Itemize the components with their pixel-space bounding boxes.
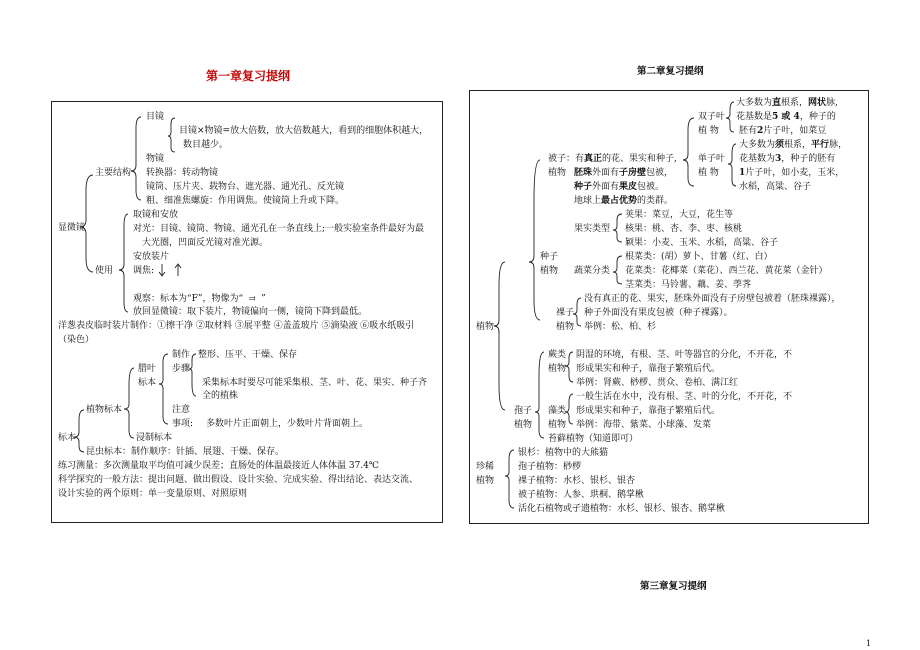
eyepiece-label: 目镜 bbox=[146, 112, 165, 122]
objective-label: 物镜 bbox=[146, 154, 165, 164]
gymno-1: 没有真正的花、果实，胚珠外面没有子房壁包被着（胚珠裸露）， bbox=[584, 294, 841, 304]
mono-3b: 片子叶，如小麦，玉米， bbox=[745, 168, 845, 178]
dicot-1a: 大多数为 bbox=[736, 98, 773, 108]
dicot-1b: 直 bbox=[772, 98, 782, 108]
converter-text: 转换器：转动物镜 bbox=[146, 168, 219, 178]
mono-1e: 脉， bbox=[829, 140, 848, 150]
chapter2-title: 第二章复习提纲 bbox=[637, 66, 704, 77]
observe-post: ” bbox=[261, 294, 266, 304]
dicot-2c: ，种子的 bbox=[799, 112, 836, 122]
rare-label-2: 植物 bbox=[476, 476, 495, 486]
mono-1a: 大多数为 bbox=[739, 140, 776, 150]
fruit-2: 核果：桃、杏、李、枣、核桃 bbox=[625, 224, 743, 234]
veg-1: 根菜类：(胡）萝卜、甘薯（红、白） bbox=[625, 252, 773, 262]
dicot-3a: 胚有 bbox=[739, 126, 758, 136]
dicot-1e: 脉, bbox=[826, 98, 838, 108]
dicot-label: 双子叶 bbox=[698, 112, 726, 122]
mono-2a: 花基数为 bbox=[739, 154, 776, 164]
plant-specimen-label: 植物标本 bbox=[86, 405, 123, 415]
notice-label: 注意 bbox=[172, 405, 191, 415]
principle-text: 设计实验的两个原则：单一变量原则、对照原则 bbox=[58, 489, 248, 499]
alga-3: 举例：海带、紫菜、小球藻、发菜 bbox=[576, 420, 712, 430]
alga-label: 藻类 bbox=[548, 406, 567, 416]
fern-label: 蕨类 bbox=[548, 350, 567, 360]
practice-text: 练习测量：多次测量取平均值可减少误差；直肠处的体温最接近人体体温 37.4℃ bbox=[58, 461, 379, 471]
align-text: 对光：目镜、镜筒、物镜、通光孔在一条直线上;一般实验室条件最好为最 bbox=[133, 224, 425, 234]
wax-leaf-label: 腊叶 bbox=[138, 364, 157, 374]
rare-3: 裸子植物：水杉、银杉、银杏 bbox=[518, 476, 636, 486]
onion-text-2: （染色） bbox=[58, 335, 95, 345]
dicot-3b: 2 bbox=[757, 126, 764, 136]
dicot-plant-label: 植 物 bbox=[698, 126, 719, 136]
parts-text: 镜筒、压片夹、载物台、遮光器、通光孔、反光镜 bbox=[146, 182, 345, 192]
mono-1d: 平行 bbox=[811, 140, 830, 150]
steps-label: 步骤 bbox=[172, 364, 191, 374]
rare-label: 珍稀 bbox=[476, 462, 495, 472]
angio-c6: 地球上 bbox=[574, 196, 602, 206]
place-text: 安放装片 bbox=[133, 252, 170, 262]
mono-3a: 1 bbox=[739, 168, 746, 178]
dicot-2a: 花基数是 bbox=[736, 112, 773, 122]
onion-text: 洋葱表皮临时装片制作：①擦干净 ②取材料 ③展平整 ④盖盖玻片 ⑤滴染液 ⑥吸水纸吸引 bbox=[58, 321, 415, 331]
alga-1: 一般生活在水中，没有根、茎、叶的分化，不开花，不 bbox=[576, 392, 793, 402]
gymno-3: 举例：松、柏、杉 bbox=[584, 322, 657, 332]
collect-text: 采集标本时要尽可能采集根、茎、叶、花、果实、种子齐 bbox=[202, 378, 428, 388]
plant-root-label: 植物 bbox=[476, 322, 495, 332]
gymno-label-2: 植物 bbox=[556, 322, 575, 332]
angio-b4: 种子 bbox=[574, 182, 593, 192]
mono-4: 水稻，高粱、谷子 bbox=[739, 182, 812, 192]
fern-2: 形成果实和种子，靠孢子繁殖后代。 bbox=[576, 364, 721, 374]
fern-3: 举例：肾蕨、桫椤、贯众、卷柏、满江红 bbox=[576, 378, 739, 388]
rare-5: 活化石植物或孑遗植物：水杉、银杉、银杏、鹅掌楸 bbox=[518, 504, 726, 514]
coarse-text: 粗、细准焦螺旋：作用调焦。使镜筒上升或下降。 bbox=[146, 196, 345, 206]
main-structure-label: 主要结构 bbox=[95, 168, 132, 178]
veg-label: 蔬菜分类 bbox=[574, 266, 611, 276]
dicot-3c: 片子叶，如菜豆 bbox=[763, 126, 827, 136]
mono-1b: 须 bbox=[775, 140, 785, 150]
fruit-3: 颖果：小麦、玉米、水稻，高粱、谷子 bbox=[625, 238, 779, 248]
observe-pre: 观察：标本为“F”，物像为“ bbox=[133, 294, 244, 304]
make-label: 制作 bbox=[172, 350, 191, 360]
gymno-label: 裸子 bbox=[556, 308, 575, 318]
fruit-type-label: 果实类型 bbox=[574, 224, 611, 234]
matters-label: 事项: bbox=[172, 419, 194, 429]
page-number: 1 bbox=[866, 639, 872, 648]
use-label: 使用 bbox=[95, 266, 114, 276]
magnification-note-2: 数目越少。 bbox=[183, 140, 229, 150]
spore-label-2: 植物 bbox=[514, 420, 533, 430]
make-detail: 整形、压平、干燥、保存 bbox=[198, 350, 298, 360]
fern-label-2: 植物 bbox=[548, 364, 567, 374]
seed-plant-label: 种子 bbox=[540, 252, 559, 262]
mono-1c: 根系， bbox=[784, 140, 812, 150]
alga-2: 形成果实和种子，靠孢子繁殖后代。 bbox=[576, 406, 721, 416]
fruit-1: 荚果：菜豆，大豆，花生等 bbox=[625, 210, 734, 220]
insect-text: 昆虫标本：制作顺序：针插、展翅、干燥、保存。 bbox=[86, 447, 285, 457]
alga-label-2: 植物 bbox=[548, 420, 567, 430]
specimen-label: 标本 bbox=[138, 378, 157, 388]
mirrored-f-icon: ⫤ bbox=[248, 294, 256, 304]
angio-b1: 真正 bbox=[584, 154, 603, 164]
gymno-2: 种子外面没有果皮包被（种子裸露）。 bbox=[584, 308, 733, 318]
angio-c4: 外面有 bbox=[592, 182, 620, 192]
angio-b6: 最占优势 bbox=[601, 196, 638, 206]
angio-b2: 胚珠 bbox=[574, 168, 593, 178]
angio-c7: 的类群。 bbox=[637, 196, 674, 206]
angio-b3: 子房壁 bbox=[619, 168, 647, 178]
angio-c2: 外面有 bbox=[592, 168, 620, 178]
mono-2c: ，种子的胚有 bbox=[781, 154, 836, 164]
rare-2: 孢子植物：桫椤 bbox=[518, 462, 582, 472]
soak-label: 浸制标本 bbox=[136, 433, 173, 443]
mono-plant-label: 植 物 bbox=[698, 168, 719, 178]
mono-2b: 3 bbox=[775, 154, 782, 164]
chapter3-title: 第三章复习提纲 bbox=[640, 581, 707, 592]
angio-c1: 的花、果实和种子, bbox=[602, 154, 677, 164]
moss-text: 苔藓植物（知道即可） bbox=[548, 434, 639, 444]
align-text-2: 大光圈，凹面反光镜对准光源。 bbox=[142, 238, 269, 248]
specimen-root-label: 标本 bbox=[58, 433, 77, 443]
leaf-note: 多数叶片正面朝上，少数叶片背面朝上。 bbox=[206, 419, 369, 429]
microscope-label: 显微镜 bbox=[58, 223, 86, 233]
magnification-note: 目镜×物镜=放大倍数，放大倍数越大，看到的细胞体积越大， bbox=[179, 126, 429, 136]
chapter1-title: 第一章复习提纲 bbox=[206, 69, 291, 83]
take-text: 取镜和安放 bbox=[133, 210, 179, 220]
spore-label: 孢子 bbox=[514, 406, 533, 416]
dicot-1c: 根系， bbox=[781, 98, 809, 108]
putback-text: 放回显微镜：取下装片，物镜偏向一侧，镜筒下降到最低。 bbox=[133, 307, 368, 317]
mono-label: 单子叶 bbox=[698, 154, 726, 164]
angio-b5: 果皮 bbox=[619, 182, 638, 192]
veg-2: 花菜类：花椰菜（菜花）、西兰花、黄花菜（金针） bbox=[625, 266, 828, 276]
seed-plant-label-2: 植物 bbox=[540, 266, 559, 276]
focus-text: 调焦: bbox=[133, 266, 155, 276]
dicot-2b: 5 或 4 bbox=[772, 112, 800, 122]
veg-3: 茎菜类：马铃薯、藕、姜、荸荠 bbox=[625, 280, 752, 290]
angio-c3: 包被， bbox=[646, 168, 674, 178]
angio-plant-label: 植物 bbox=[548, 168, 567, 178]
collect-text-2: 全的植株 bbox=[202, 391, 239, 401]
angio-c5: 包被。 bbox=[637, 182, 665, 192]
method-text: 科学探究的一般方法：提出问题、做出假设、设计实验、完成实验、得出结论、表达交流、 bbox=[58, 475, 419, 485]
dicot-1d: 网状 bbox=[808, 98, 827, 108]
rare-1: 银杉：植物中的大熊猫 bbox=[518, 448, 609, 458]
rare-4: 被子植物：人参、珙桐、鹅掌楸 bbox=[518, 490, 645, 500]
angio-a: 被子：有 bbox=[548, 154, 585, 164]
fern-1: 阴湿的环境，有根、茎、叶等器官的分化，不开花，不 bbox=[576, 350, 793, 360]
